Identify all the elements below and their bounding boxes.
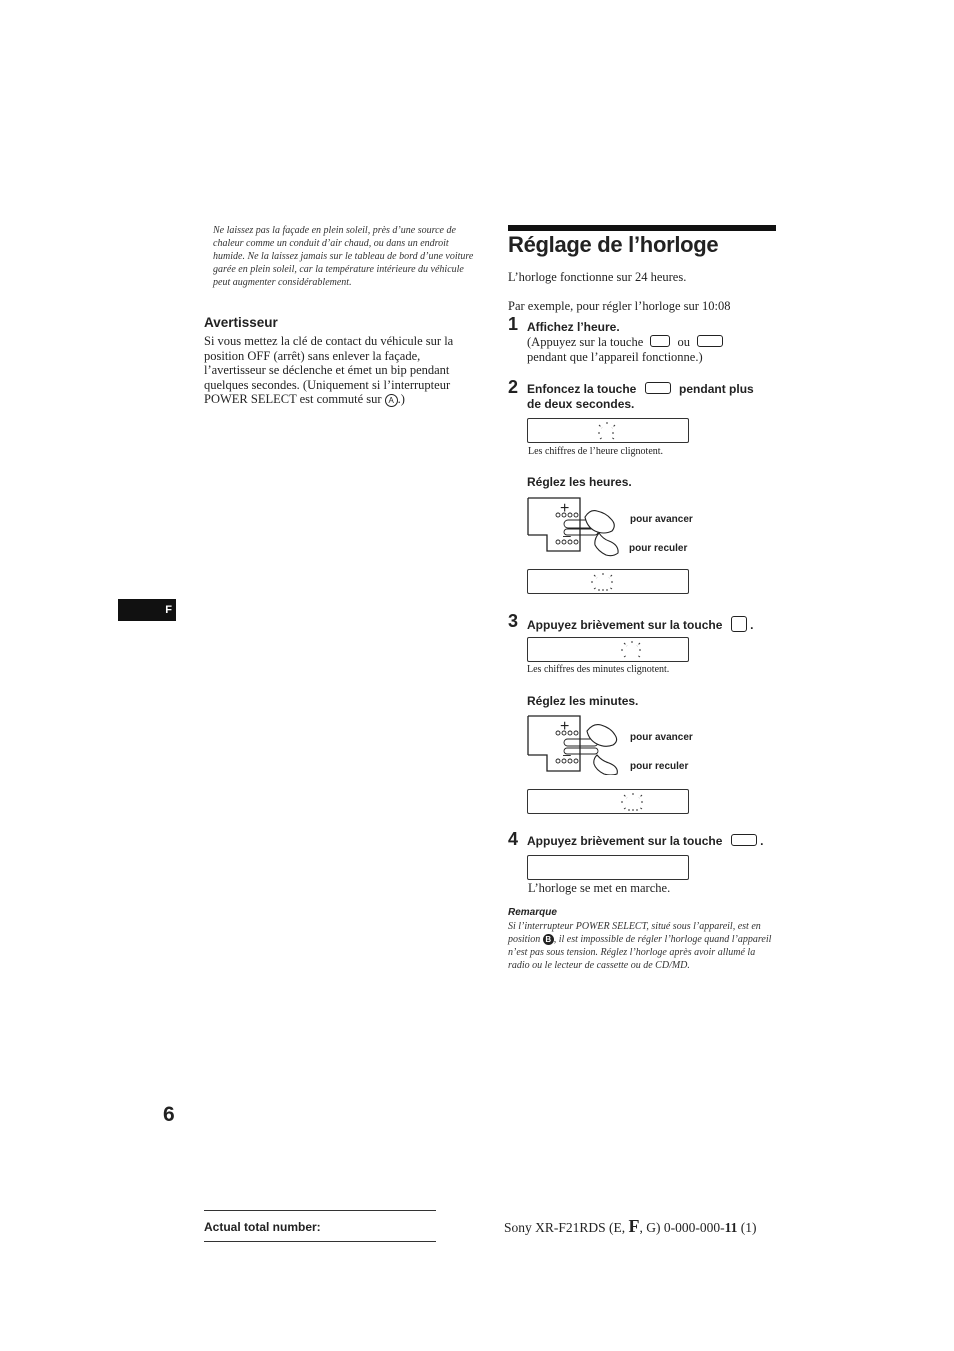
footer-rule-bottom — [204, 1241, 436, 1242]
display-button-icon — [697, 335, 723, 347]
step-1-heading: Affichez l’heure. — [527, 320, 620, 334]
step-3-subheading: Réglez les minutes. — [527, 694, 639, 708]
blink-indicator-icon — [528, 790, 688, 813]
remark-heading: Remarque — [508, 907, 557, 918]
position-a-symbol: A — [385, 394, 398, 407]
footer-model-a: Sony XR-F21RDS (E, — [504, 1220, 626, 1235]
step-4-head-text: Appuyez brièvement sur la touche — [527, 834, 723, 848]
clock-button-icon — [731, 834, 757, 846]
language-tab: F — [118, 599, 176, 621]
step-1-line1b: ou — [677, 335, 691, 349]
step-3-number: 3 — [508, 611, 519, 631]
footer-model-code — [504, 1216, 757, 1237]
avertisseur-heading: Avertisseur — [204, 315, 278, 330]
step-3-caption: Les chiffres des minutes clignotent. — [527, 664, 670, 675]
step-1-line1a: (Appuyez sur la touche — [527, 335, 644, 349]
blink-indicator-icon — [528, 638, 688, 661]
step-4-caption: L’horloge se met en marche. — [528, 881, 671, 895]
avertisseur-text: Si vous mettez la clé de contact du véhicule sur la position OFF (arrêt) sans enlever la façade, l’avertisseur se déclenche et émet un bip pendant quelques secondes. (Uniquement si l’interrupteur POWER SELECT est commuté sur — [204, 334, 454, 407]
step-2-heading — [527, 382, 777, 411]
remark-text-b: , il est impossible de régler l’horloge quand l’appareil n’est pas sous tension. Réglez l’horloge après avoir allumé la radio ou le lecteur de cassette ou de CD/MD. — [508, 934, 772, 971]
step-2-head-a: Enfoncez la touche — [527, 382, 637, 396]
blink-indicator-icon — [528, 419, 688, 442]
hours-back-label: pour reculer — [629, 543, 688, 554]
svg-text:+: + — [560, 500, 570, 517]
step-1-line2: pendant que l’appareil fonctionne.) — [527, 349, 703, 364]
minutes-back-label: pour reculer — [630, 761, 689, 772]
svg-text:–: – — [563, 527, 571, 543]
step-4-heading: Appuyez brièvement sur la touche . — [527, 834, 764, 848]
footer-rule-top — [204, 1210, 436, 1211]
svg-text:+: + — [560, 718, 570, 735]
lcd-display-hours-set — [527, 569, 689, 594]
hours-advance-label: pour avancer — [630, 514, 693, 525]
position-b-symbol: B — [543, 934, 554, 945]
footer-label: Actual total number: — [204, 1220, 321, 1234]
select-button-icon — [731, 616, 747, 632]
intro-text: L’horloge fonctionne sur 24 heures. — [508, 270, 687, 284]
blink-indicator-icon — [528, 570, 688, 593]
step-2-caption: Les chiffres de l’heure clignotent. — [528, 446, 664, 457]
section-title: Réglage de l’horloge — [508, 232, 719, 257]
step-2-head-b: pendant plus — [679, 382, 754, 396]
remark-body — [508, 920, 776, 972]
page-number: 6 — [163, 1103, 175, 1126]
step-2-subheading: Réglez les heures. — [527, 475, 632, 489]
minute-adjust-illustration — [527, 713, 627, 775]
svg-text:–: – — [563, 746, 571, 762]
lcd-display-minutes-set — [527, 789, 689, 814]
footer-model-f: F — [628, 1216, 640, 1236]
hour-adjust-illustration — [527, 495, 627, 557]
lcd-display-hours-blinking — [527, 418, 689, 443]
step-1-number: 1 — [508, 314, 519, 334]
step-4-number: 4 — [508, 829, 519, 849]
caution-note: Ne laissez pas la façade en plein soleil, près d’une source de chaleur comme un conduit d’air chaud, ou dans un endroit humide. Ne la laissez jamais sur le tableau de bord d’une voiture garée en plein soleil, car la température intérieure du véhicule peut augmenter considérablement. — [213, 225, 474, 288]
step-2-number: 2 — [508, 377, 519, 397]
clock-button-icon — [650, 335, 670, 347]
avertisseur-end: .) — [397, 392, 405, 407]
clock-button-icon — [645, 382, 671, 394]
lcd-display-clock-running — [527, 855, 689, 880]
footer-model-c: (1) — [737, 1220, 757, 1235]
step-1-body — [527, 335, 777, 364]
step-2-head-c: de deux secondes. — [527, 396, 635, 411]
step-3-head-text: Appuyez brièvement sur la touche — [527, 618, 723, 632]
footer-model-b: , G) 0-000-000- — [639, 1220, 725, 1235]
remark-text-a: Si l’interrupteur POWER SELECT, situé sous l’appareil, est en position — [508, 921, 761, 945]
lcd-display-minutes-blinking — [527, 637, 689, 662]
example-text: Par exemple, pour régler l’horloge sur 10:08 — [508, 299, 731, 313]
footer-model-bold: 11 — [724, 1220, 738, 1235]
title-rule — [508, 225, 776, 231]
minutes-advance-label: pour avancer — [630, 732, 693, 743]
step-3-heading: Appuyez brièvement sur la touche . — [527, 618, 754, 632]
avertisseur-body — [204, 334, 476, 407]
